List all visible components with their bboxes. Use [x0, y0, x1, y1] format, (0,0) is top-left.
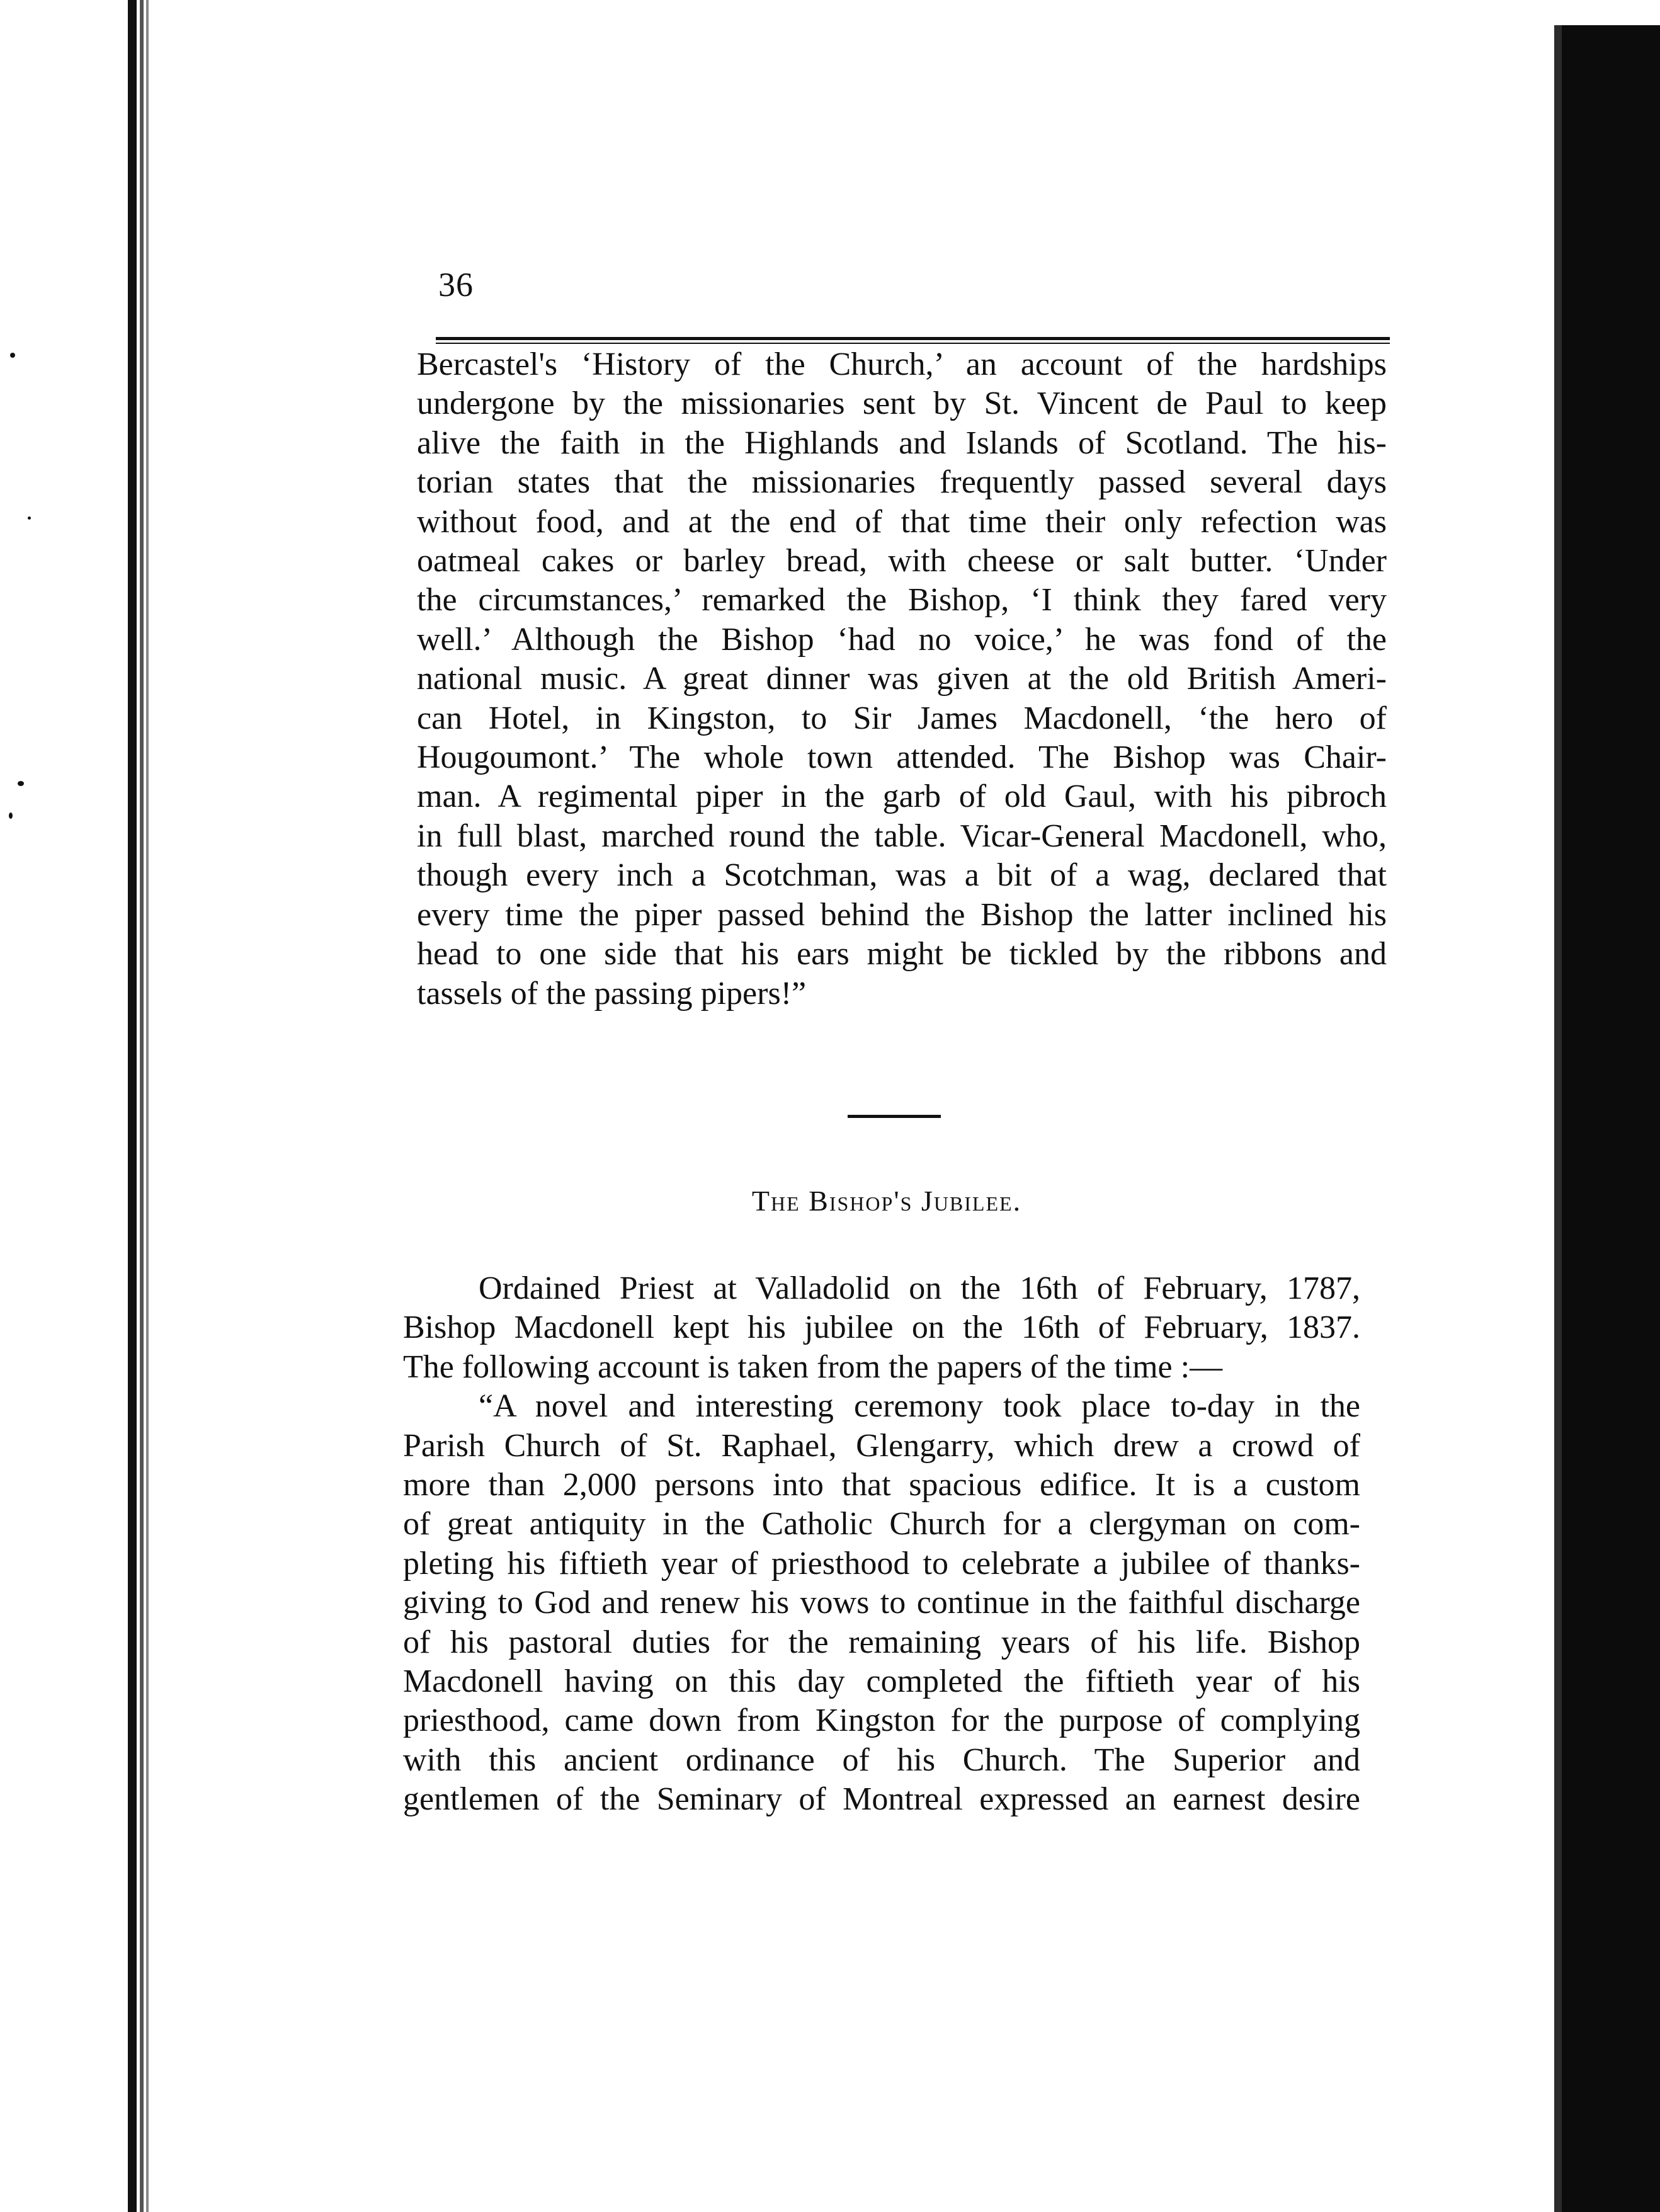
text-line: in full blast, marched round the table. Vicar-General Macdonell, who,: [417, 818, 1387, 854]
section-heading-text: The Bishop's Jubilee.: [751, 1185, 1022, 1217]
spine-shadow: [128, 0, 137, 2212]
text-line: Macdonell having on this day completed the fiftieth year of his: [403, 1663, 1360, 1700]
section-heading: [0, 1184, 1660, 1217]
page-number: 36: [438, 266, 474, 304]
text-line: undergone by the missionaries sent by St. Vincent de Paul to keep: [417, 385, 1387, 422]
text-line: tassels of the passing pipers!”: [417, 975, 807, 1012]
text-line: of great antiquity in the Catholic Church for a clergyman on com-: [403, 1506, 1360, 1542]
page-gutter: [0, 0, 129, 2212]
text-line: though every inch a Scotchman, was a bit of a wag, declared that: [417, 857, 1387, 894]
text-line: “A novel and interesting ceremony took place to-day in the: [479, 1388, 1360, 1425]
text-line: Ordained Priest at Valladolid on the 16th of February, 1787,: [479, 1270, 1360, 1306]
text-line: man. A regimental piper in the garb of old Gaul, with his pibroch: [417, 778, 1387, 815]
text-line: giving to God and renew his vows to continue in the faithful discharge: [403, 1585, 1360, 1621]
text-line: gentlemen of the Seminary of Montreal expressed an earnest desire: [403, 1781, 1360, 1818]
text-line: torian states that the missionaries frequently passed several days: [417, 464, 1387, 501]
text-line: alive the faith in the Highlands and Islands of Scotland. The his-: [417, 425, 1387, 461]
text-line: more than 2,000 persons into that spacious edifice. It is a custom: [403, 1467, 1360, 1503]
header-rule: [436, 337, 1390, 346]
text-line: Bercastel's ‘History of the Church,’ an account of the hardships: [417, 346, 1387, 382]
text-line: of his pastoral duties for the remaining years of his life. Bishop: [403, 1624, 1360, 1660]
text-line: Bishop Macdonell kept his jubilee on the 16th of February, 1837.: [403, 1309, 1360, 1346]
text-line: oatmeal cakes or barley bread, with cheese or salt butter. ‘Under: [417, 543, 1387, 579]
text-line: with this ancient ordinance of his Church. The Superior and: [403, 1742, 1360, 1778]
text-line: The following account is taken from the papers of the time :—: [403, 1348, 1223, 1385]
text-line: Hougoumont.’ The whole town attended. The Bishop was Chair-: [417, 739, 1387, 776]
section-divider: [848, 1115, 941, 1118]
text-line: the circumstances,’ remarked the Bishop, ‘I think they fared very: [417, 582, 1387, 619]
passage-one: [417, 345, 1387, 1013]
text-line: priesthood, came down from Kingston for the purpose of complying: [403, 1702, 1360, 1739]
text-line: without food, and at the end of that time their only refection was: [417, 503, 1387, 540]
adjacent-page-edge: [1554, 25, 1660, 2212]
text-line: every time the piper passed behind the Bishop the latter inclined his: [417, 896, 1387, 933]
passage-two: [403, 1269, 1360, 1820]
text-line: national music. A great dinner was given at the old British Ameri-: [417, 661, 1387, 697]
text-line: head to one side that his ears might be tickled by the ribbons and: [417, 936, 1387, 972]
text-line: well.’ Although the Bishop ‘had no voice,’ he was fond of the: [417, 621, 1387, 658]
text-line: pleting his fiftieth year of priesthood to celebrate a jubilee of thanks-: [403, 1545, 1360, 1582]
spine-line: [140, 0, 144, 2212]
text-line: Parish Church of St. Raphael, Glengarry, which drew a crowd of: [403, 1427, 1360, 1464]
spine-line: [146, 0, 149, 2212]
scan-speck: [28, 516, 31, 520]
scan-speck: [10, 353, 15, 358]
scan-speck: [9, 812, 13, 819]
text-line: can Hotel, in Kingston, to Sir James Macdonell, ‘the hero of: [417, 700, 1387, 736]
scan-speck: [18, 781, 24, 786]
